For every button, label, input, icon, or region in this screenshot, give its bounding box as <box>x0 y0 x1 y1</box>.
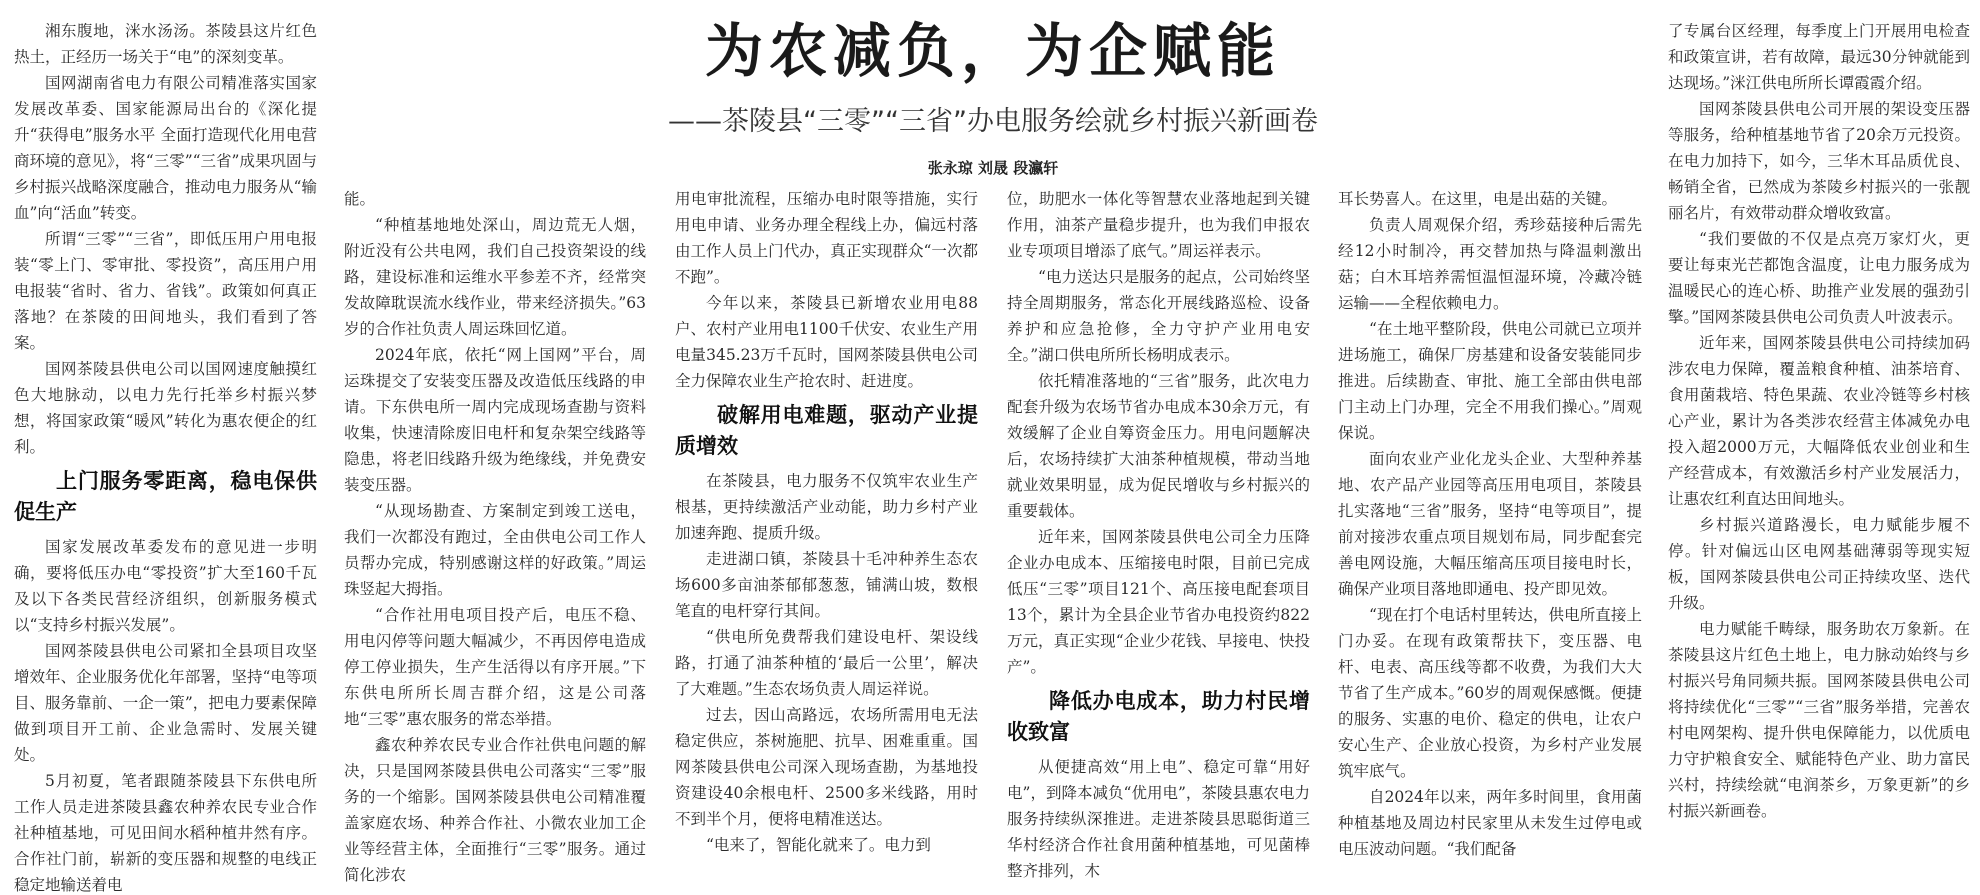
paragraph: 国网茶陵县供电公司以国网速度触摸红色大地脉动，以电力先行托举乡村振兴梦想，将国家政策“暖风”转化为惠农便企的红利。 <box>14 360 317 456</box>
byline: 张永琼 刘晟 段瀛轩 <box>927 159 1059 177</box>
paragraph: 面向农业产业化龙头企业、大型种养基地、农产品产业园等高压用电项目，茶陵县扎实落地“三省”服务，坚持“电等项目”，提前对接涉农重点项目规划布局，同步配套完善电网设施，大幅压缩高压项目接电时长，确保产业项目落地即通电、投产即见效。 <box>1338 450 1642 598</box>
section-heading: 降低办电成本，助力村民增收致富 <box>1007 689 1310 744</box>
paragraph: 能。 <box>344 190 376 208</box>
text-column-5 <box>1338 186 1642 893</box>
paragraph: 自2024年以来，两年多时间里，食用菌种植基地及周边村民家里从未发生过停电或电压波动问题。“我们配备 <box>1338 788 1642 858</box>
paragraph: “电力送达只是服务的起点，公司始终坚持全周期服务，常态化开展线路巡检、设备养护和应急抢修，全力守护产业用电安全。”湖口供电所所长杨明成表示。 <box>1007 268 1310 364</box>
paragraph: “供电所免费帮我们建设电杆、架设线路，打通了油茶种植的‘最后一公里’，解决了大难题。”生态农场负责人周运祥说。 <box>675 628 978 698</box>
paragraph: 鑫农种养农民专业合作社供电问题的解决，只是国网茶陵县供电公司落实“三零”服务的一个缩影。国网茶陵县供电公司精准覆盖家庭农场、种养合作社、小微农业加工企业等经营主体，全面推行“三零”服务。通过简化涉农 <box>344 736 646 884</box>
paragraph: 走进湖口镇，茶陵县十毛冲种养生态农场600多亩油茶郁郁葱葱，铺满山坡，数根笔直的电杆穿行其间。 <box>675 550 978 620</box>
paragraph: “在土地平整阶段，供电公司就已立项并进场施工，确保厂房基建和设备安装能同步推进。后续勘查、审批、施工全部由供电部门主动上门办理，完全不用我们操心。”周观保说。 <box>1338 320 1642 442</box>
paragraph: 用电审批流程，压缩办电时限等措施，实行用电申请、业务办理全程线上办，偏远村落由工作人员上门代办，真正实现群众“一次都不跑”。 <box>675 190 978 286</box>
text-column-3 <box>675 186 978 893</box>
paragraph: “种植基地地处深山，周边荒无人烟，附近没有公共电网，我们自己投资架设的线路，建设标准和运维水平参差不齐，经常突发故障耽误流水线作业，带来经济损失。”63岁的合作社负责人周运珠回忆道。 <box>344 216 646 338</box>
paragraph: 近年来，国网茶陵县供电公司持续加码涉农电力保障，覆盖粮食种植、油茶培育、食用菌栽培、特色果蔬、农业冷链等乡村核心产业，累计为各类涉农经营主体减免办电投入超2000万元，大幅降低农业创业和生产经营成本，有效激活乡村产业发展活力，让惠农红利直达田间地头。 <box>1668 334 1970 508</box>
paragraph: 国网茶陵县供电公司开展的架设变压器等服务，给种植基地节省了20余万元投资。在电力加持下，如今，三华木耳品质优良、畅销全省，已然成为茶陵乡村振兴的一张靓丽名片，有效带动群众增收致富。 <box>1668 100 1970 222</box>
section-heading: 上门服务零距离，稳电保供促生产 <box>14 469 317 524</box>
paragraph: “合作社用电项目投产后，电压不稳、用电闪停等问题大幅减少，不再因停电造成停工停业损失，生产生活得以有序开展。”下东供电所所长周吉群介绍，这是公司落地“三零”惠农服务的常态举措。 <box>344 606 646 728</box>
paragraph: 负责人周观保介绍，秀珍菇接种后需先经12小时制冷，再交替加热与降温刺激出菇；白木耳培养需恒温恒湿环境，冷藏冷链运输——全程依赖电力。 <box>1338 216 1642 312</box>
paragraph: 乡村振兴道路漫长，电力赋能步履不停。针对偏远山区电网基础薄弱等现实短板，国网茶陵县供电公司正持续攻坚、迭代升级。 <box>1668 516 1970 612</box>
paragraph: 近年来，国网茶陵县供电公司全力压降企业办电成本、压缩接电时限，目前已完成低压“三零”项目121个、高压接电配套项目13个，累计为全县企业节省办电投资约822万元，真正实现“企业少花钱、早接电、快投产”。 <box>1007 528 1310 676</box>
paragraph: “从现场勘查、方案制定到竣工送电，我们一次都没有跑过，全由供电公司工作人员帮办完成，特别感谢这样的好政策。”周运珠竖起大拇指。 <box>344 502 646 598</box>
paragraph: 位，助肥水一体化等智慧农业落地起到关键作用，油茶产量稳步提升，也为我们申报农业专项项目增添了底气。”周运祥表示。 <box>1007 190 1310 260</box>
paragraph: “现在打个电话村里转达，供电所直接上门办妥。在现有政策帮扶下，变压器、电杆、电表、高压线等都不收费，为我们大大节省了生产成本。”60岁的周观保感慨。便捷的服务、实惠的电价、稳定的供电，让农户安心生产、企业放心投资，为乡村产业发展筑牢底气。 <box>1338 606 1642 780</box>
paragraph: 今年以来，茶陵县已新增农业用电88户、农村产业用电1100千伏安、农业生产用电量345.23万千瓦时，国网茶陵县供电公司全力保障农业生产抢农时、赶进度。 <box>675 294 978 390</box>
paragraph: “我们要做的不仅是点亮万家灯火，更要让每束光芒都饱含温度，让电力服务成为温暖民心的连心桥、助推产业发展的强劲引擎。”国网茶陵县供电公司负责人叶波表示。 <box>1668 230 1970 326</box>
paragraph: 国网茶陵县供电公司紧扣全县项目攻坚增效年、企业服务优化年部署，坚持“电等项目、服务靠前、一企一策”，把电力要素保障做到项目开工前、企业急需时、发展关键处。 <box>14 642 317 764</box>
paragraph: 电力赋能千畴绿，服务助农万象新。在茶陵县这片红色土地上，电力脉动始终与乡村振兴号角同频共振。国网茶陵县供电公司将持续优化“三零”“三省”服务举措，完善农村电网架构、提升供电保障能力，以优质电力守护粮食安全、赋能特色产业、助力富民兴村，持续绘就“电润茶乡，万象更新”的乡村振兴新画卷。 <box>1668 620 1970 820</box>
paragraph: 2024年底，依托“网上国网”平台，周运珠提交了安装变压器及改造低压线路的申请。下东供电所一周内完成现场查勘与资料收集，快速清除废旧电杆和复杂架空线路等隐患，将老旧线路升级为绝缘线，并免费安装变压器。 <box>344 346 646 494</box>
paragraph: 5月初夏，笔者跟随茶陵县下东供电所工作人员走进茶陵县鑫农种养农民专业合作社种植基地，可见田间水稻种植井然有序。合作社门前，崭新的变压器和规整的电线正稳定地输送着电 <box>14 772 317 893</box>
paragraph: 耳长势喜人。在这里，电是出菇的关键。 <box>1338 190 1618 208</box>
paragraph: 从便捷高效“用上电”、稳定可靠“用好电”，到降本减负“优用电”，茶陵县惠农电力服务持续纵深推进。走进茶陵县思聪街道三华村经济合作社食用菌种植基地，可见菌棒整齐排列，木 <box>1007 758 1310 880</box>
paragraph: “电来了，智能化就来了。电力到 <box>706 836 931 854</box>
paragraph: 国家发展改革委发布的意见进一步明确，要将低压办电“零投资”扩大至160千瓦及以下各类民营经济组织，创新服务模式以“支持乡村振兴发展”。 <box>14 538 317 634</box>
paragraph: 湘东腹地，洣水汤汤。茶陵县这片红色热土，正经历一场关于“电”的深刻变革。 <box>14 22 317 66</box>
text-column-6 <box>1668 18 1970 893</box>
section-heading: 破解用电难题，驱动产业提质增效 <box>675 403 978 458</box>
text-column-4 <box>1007 186 1310 893</box>
paragraph: 在茶陵县，电力服务不仅筑牢农业生产根基，更持续激活产业动能，助力乡村产业加速奔跑、提质升级。 <box>675 472 978 542</box>
paragraph: 所谓“三零”“三省”，即低压用户用电报装“零上门、零审批、零投资”，高压用户用电报装“省时、省力、省钱”。政策如何真正落地？在茶陵的田间地头，我们看到了答案。 <box>14 230 317 352</box>
paragraph: 过去，因山高路远，农场所需用电无法稳定供应，茶树施肥、抗旱、困难重重。国网茶陵县供电公司深入现场查勘，为基地投资建设40余根电杆、2500多米线路，用时不到半个月，便将电精准送达。 <box>675 706 978 828</box>
paragraph: 了专属台区经理，每季度上门开展用电检查和政策宣讲，若有故障，最远30分钟就能到达现场。”洣江供电所所长谭霞霞介绍。 <box>1668 22 1970 92</box>
headline: 为农减负，为企赋能 <box>704 17 1281 85</box>
text-column-1 <box>14 18 317 893</box>
paragraph: 依托精准落地的“三省”服务，此次电力配套升级为农场节省办电成本30余万元，有效缓解了企业自筹资金压力。用电问题解决后，农场持续扩大油茶种植规模，带动当地就业效果明显，成为促民增收与乡村振兴的重要载体。 <box>1007 372 1310 520</box>
text-column-2 <box>344 186 646 893</box>
subheadline: ——茶陵县“三零”“三省”办电服务绘就乡村振兴新画卷 <box>668 106 1318 137</box>
paragraph: 国网湖南省电力有限公司精准落实国家发展改革委、国家能源局出台的《深化提升“获得电”服务水平 全面打造现代化用电营商环境的意见》，将“三零”“三省”成果巩固与乡村振兴战略深度融合，推动电力服务从“输血”向“活血”转变。 <box>14 74 317 222</box>
article-header <box>344 0 1642 186</box>
